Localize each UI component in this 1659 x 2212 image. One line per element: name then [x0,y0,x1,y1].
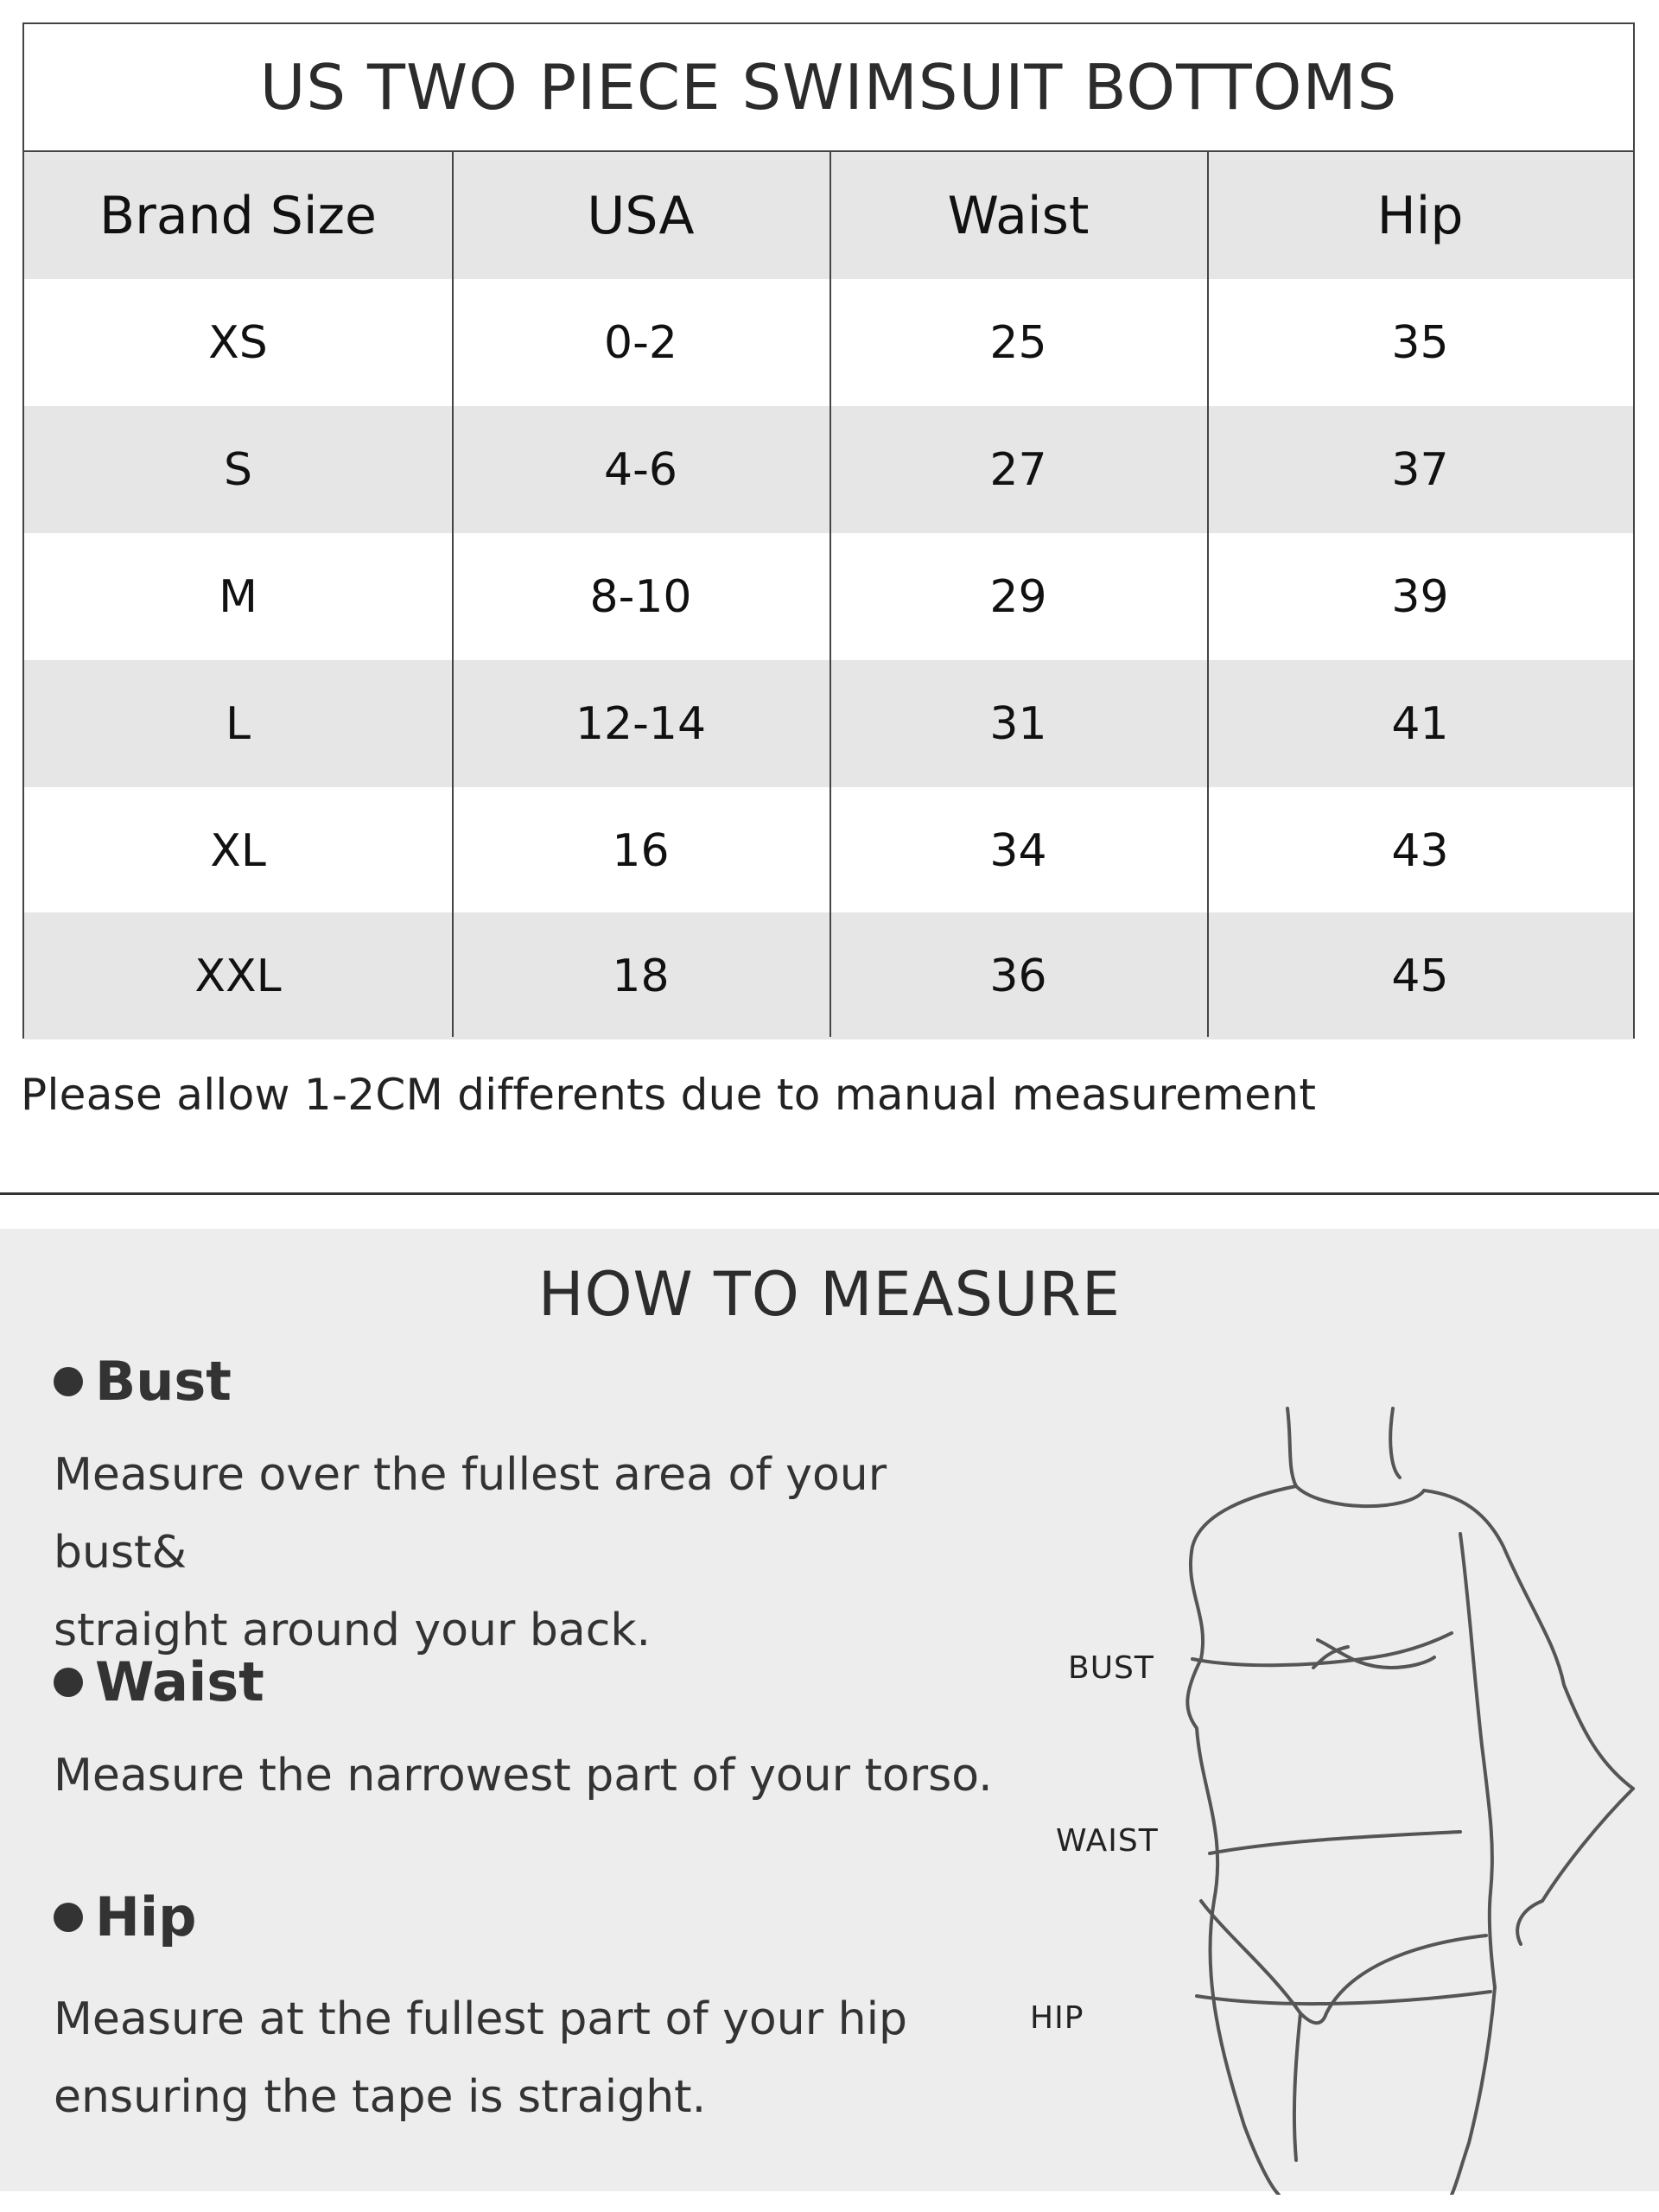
cell-waist: 36 [989,950,1047,1002]
column-divider [1207,152,1209,1037]
waist-heading [54,1650,264,1713]
cell-hip: 43 [1391,824,1449,877]
inner-thigh-line [1294,2013,1300,2160]
waist-measure-line [1210,1832,1460,1853]
cell-hip: 35 [1391,316,1449,369]
figure-label-bust: BUST [1068,1650,1154,1686]
size-chart-table [22,22,1635,1039]
header-waist: Waist [947,185,1090,246]
bust-text-line: Measure over the fullest area of your bust& [54,1449,887,1579]
table-title: US TWO PIECE SWIMSUIT BOTTOMS [24,24,1633,152]
cell-waist: 27 [989,443,1047,496]
cell-brand-size: XL [210,824,266,877]
body-outline-illustration [1149,1382,1659,2195]
bust-text-line: straight around your back. [54,1605,651,1656]
cell-hip: 45 [1391,950,1449,1002]
measurement-note: Please allow 1-2CM differents due to manual measurement [21,1070,1317,1120]
cell-brand-size: XXL [194,950,282,1002]
cell-usa: 18 [612,950,670,1002]
cell-waist: 31 [989,697,1047,750]
torso-left-outline [1187,1486,1296,2195]
cell-waist: 25 [989,316,1047,369]
hip-heading-label: Hip [95,1885,197,1948]
cell-brand-size: M [219,570,257,623]
cell-waist: 34 [989,824,1047,877]
cell-brand-size: L [226,697,251,750]
bust-heading-label: Bust [95,1350,232,1413]
bust-cross [1313,1647,1348,1668]
header-hip: Hip [1376,185,1464,246]
torso-right-outline [1460,1534,1495,1987]
cell-usa: 0-2 [604,316,677,369]
column-divider [830,152,831,1037]
figure-label-waist: WAIST [1056,1823,1159,1859]
bust-heading [54,1350,232,1413]
cell-hip: 39 [1391,570,1449,623]
waist-heading-label: Waist [95,1650,264,1713]
bullet-icon [54,1367,83,1396]
hip-heading [54,1885,197,1948]
section-divider [0,1192,1659,1195]
hip-measure-line [1197,1992,1491,2004]
neck-right-line [1390,1408,1400,1478]
cell-hip: 37 [1391,443,1449,496]
thigh-right-outline [1452,1987,1495,2195]
hip-text-line: ensuring the tape is straight. [54,2071,707,2123]
how-to-measure-title: HOW TO MEASURE [537,1259,1122,1330]
neck-left-line [1287,1408,1296,1486]
neckline [1296,1486,1424,1506]
cell-usa: 16 [612,824,670,877]
table-row [24,279,1633,406]
bust-instructions [54,1436,1021,1669]
hip-instructions [54,1980,1021,2136]
table-row [24,660,1633,787]
bullet-icon [54,1903,83,1932]
cell-usa: 12-14 [575,697,707,750]
table-row [24,533,1633,660]
cell-usa: 4-6 [604,443,677,496]
header-brand-size: Brand Size [99,185,377,246]
cell-waist: 29 [989,570,1047,623]
waist-instructions [54,1737,1021,1815]
table-header-row [24,152,1633,279]
waist-text-line: Measure the narrowest part of your torso. [54,1750,993,1802]
cell-brand-size: XS [208,316,268,369]
bullet-icon [54,1668,83,1697]
table-row [24,912,1633,1039]
cell-hip: 41 [1391,697,1449,750]
figure-label-hip: HIP [1030,2000,1084,2036]
table-row [24,406,1633,533]
table-row [24,787,1633,914]
hip-text-line: Measure at the fullest part of your hip [54,1993,908,2045]
header-usa: USA [587,185,695,246]
arm-right-outer [1424,1491,1633,1789]
column-divider [452,152,454,1037]
cell-usa: 8-10 [589,570,692,623]
cell-brand-size: S [223,443,252,496]
hand-right [1517,1789,1633,1944]
